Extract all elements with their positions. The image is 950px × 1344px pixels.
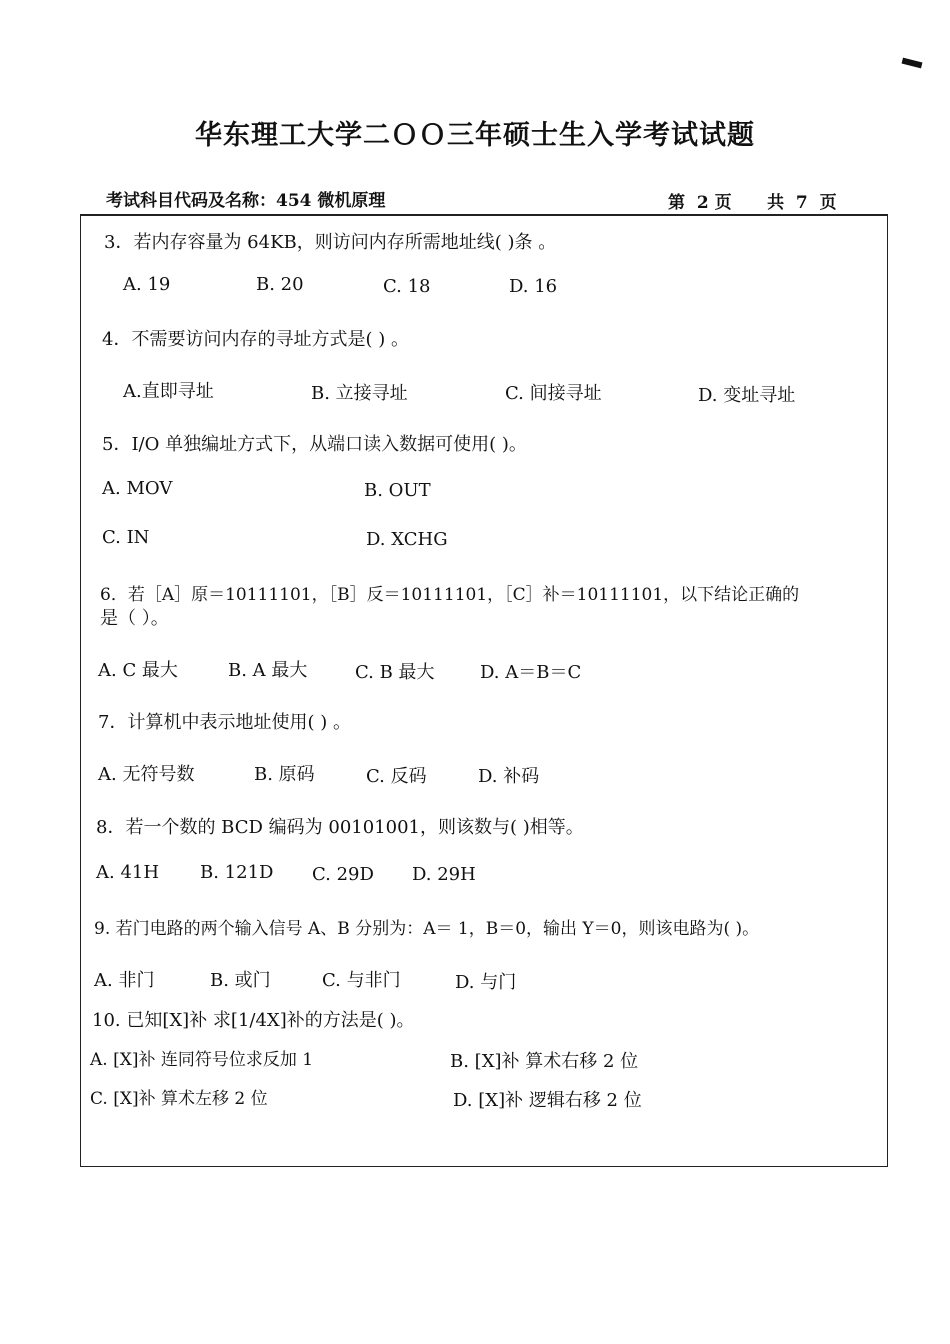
question-5-option-d: D. XCHG	[366, 529, 448, 550]
exam-subject: 考试科目代码及名称：454 微机原理	[106, 191, 386, 211]
question-7-option-a: A. 无符号数	[98, 764, 195, 785]
question-10-option-a: A. [X]补 连同符号位求反加 1	[90, 1050, 314, 1070]
question-4-stem: 4．不需要访问内存的寻址方式是( ) 。	[102, 329, 409, 350]
question-4-option-a: A.直即寻址	[123, 381, 214, 402]
question-4-option-d: D. 变址寻址	[698, 385, 796, 406]
question-10-option-c: C. [X]补 算术左移 2 位	[90, 1089, 268, 1109]
question-7-option-c: C. 反码	[366, 766, 427, 787]
question-5-option-c: C. IN	[102, 527, 150, 548]
question-3-option-d: D. 16	[509, 276, 558, 297]
question-8-stem: 8．若一个数的 BCD 编码为 00101001，则该数与( )相等。	[96, 817, 584, 838]
question-3-stem: 3．若内存容量为 64KB，则访问内存所需地址线( )条 。	[104, 232, 557, 253]
question-5-option-b: B. OUT	[364, 480, 431, 501]
question-5-option-a: A. MOV	[102, 478, 173, 499]
question-6-stem: 6．若［A］原＝10111101，［B］反＝10111101，［C］补＝10111101，以下结论正确的	[100, 585, 800, 605]
question-5-stem: 5．I/O 单独编址方式下，从端口读入数据可使用( )。	[102, 434, 527, 455]
page-number: 第 2 页 共 7 页	[668, 193, 837, 213]
question-9-option-c: C. 与非门	[322, 970, 401, 991]
question-4-option-b: B. 立接寻址	[311, 383, 408, 404]
question-9-option-b: B. 或门	[210, 970, 271, 991]
question-6-option-d: D. A＝B＝C	[480, 662, 582, 683]
question-9-option-d: D. 与门	[455, 972, 517, 993]
question-3-option-a: A. 19	[123, 274, 171, 295]
question-10-option-d: D. [X]补 逻辑右移 2 位	[453, 1090, 642, 1111]
question-8-option-a: A. 41H	[96, 862, 160, 883]
question-6-option-a: A. C 最大	[98, 660, 178, 681]
question-8-option-b: B. 121D	[200, 862, 274, 883]
question-6-option-b: B. A 最大	[228, 660, 308, 681]
scan-corner-mark	[902, 58, 923, 69]
question-9-stem: 9. 若门电路的两个输入信号 A、B 分别为：A＝ 1，B＝0，输出 Y＝0，则该电路为( )。	[94, 919, 760, 939]
question-4-option-c: C. 间接寻址	[505, 383, 602, 404]
question-9-option-a: A. 非门	[94, 970, 155, 991]
question-7-option-d: D. 补码	[478, 766, 540, 787]
page-title: 华东理工大学二ＯＯ三年硕士生入学考试试题	[195, 120, 755, 151]
question-7-option-b: B. 原码	[254, 764, 315, 785]
question-8-option-c: C. 29D	[312, 864, 374, 885]
question-6-option-c: C. B 最大	[355, 662, 435, 683]
question-7-stem: 7．计算机中表示地址使用( ) 。	[98, 712, 351, 733]
question-3-option-c: C. 18	[383, 276, 431, 297]
question-8-option-d: D. 29H	[412, 864, 476, 885]
question-3-option-b: B. 20	[256, 274, 304, 295]
question-6-stem-continued: 是（ ）。	[100, 608, 169, 629]
question-10-stem: 10. 已知[X]补 求[1/4X]补的方法是( )。	[92, 1010, 415, 1031]
question-10-option-b: B. [X]补 算术右移 2 位	[450, 1051, 639, 1072]
